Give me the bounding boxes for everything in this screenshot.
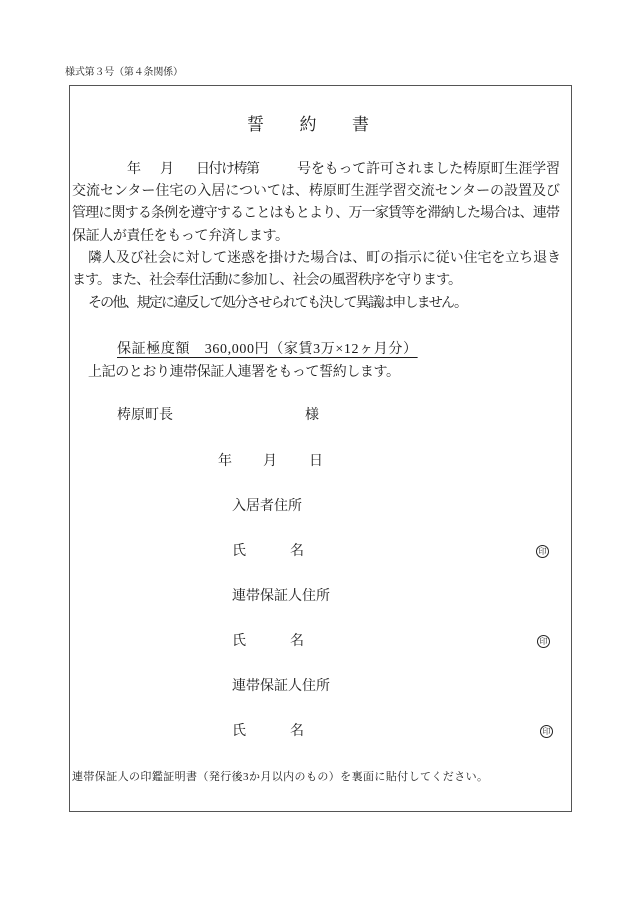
permit-month-label: 月 xyxy=(160,162,174,177)
date-year-label: 年 xyxy=(218,454,232,469)
paragraph3: その他、規定に違反して処分させられても決して異議は申しません。 xyxy=(88,296,467,311)
guarantor2-name-label-first: 氏 xyxy=(232,724,246,739)
paragraph1-line: 交流センター住宅の入居については、梼原町生涯学習交流センターの設置及び xyxy=(72,184,560,199)
seal-certificate-note: 連帯保証人の印鑑証明書（発行後3か月以内のもの）を裏面に貼付してください。 xyxy=(72,771,489,783)
permit-number-suffix: 号をもって許可されました梼原町生涯学習 xyxy=(297,162,560,177)
guarantor2-address-label: 連帯保証人住所 xyxy=(232,679,330,694)
guarantor2-seal-icon: 印 xyxy=(540,725,553,738)
paragraph1-line: 管理に関する条例を遵守することはもとより、万一家賃等を滞納した場合は、連帯 xyxy=(72,206,560,221)
form-number: 様式第３号（第４条関係） xyxy=(65,67,183,78)
tenant-name-label-second: 名 xyxy=(290,544,304,559)
paragraph2-line: 隣人及び社会に対して迷惑を掛けた場合は、町の指示に従い住宅を立ち退き xyxy=(88,251,561,266)
pledge-statement: 上記のとおり連帯保証人連署をもって誓約します。 xyxy=(88,365,400,380)
paragraph1-line: 保証人が責任をもって弁済します。 xyxy=(72,229,289,244)
document-title: 誓約書 xyxy=(247,115,405,134)
tenant-name-label-first: 氏 xyxy=(232,544,246,559)
guarantor1-name-label-first: 氏 xyxy=(232,634,246,649)
permit-day-number-prefix: 日付け梼第 xyxy=(196,162,259,177)
guarantor1-address-label: 連帯保証人住所 xyxy=(232,589,330,604)
guarantor1-seal-icon: 印 xyxy=(537,635,550,648)
guarantor1-name-label-second: 名 xyxy=(290,634,304,649)
guarantee-limit: 保証極度額 360,000円（家賃3万×12ヶ月分） xyxy=(117,342,418,357)
date-day-label: 日 xyxy=(309,454,323,469)
paragraph2-line: ます。また、社会奉仕活動に参加し、社会の風習秩序を守ります。 xyxy=(72,273,462,288)
date-month-label: 月 xyxy=(263,454,277,469)
tenant-address-label: 入居者住所 xyxy=(232,499,302,514)
guarantor2-name-label-second: 名 xyxy=(290,724,304,739)
addressee-honorific: 様 xyxy=(305,408,319,423)
tenant-seal-icon: 印 xyxy=(536,545,549,558)
addressee-name: 梼原町長 xyxy=(117,408,173,423)
permit-year-label: 年 xyxy=(127,162,141,177)
